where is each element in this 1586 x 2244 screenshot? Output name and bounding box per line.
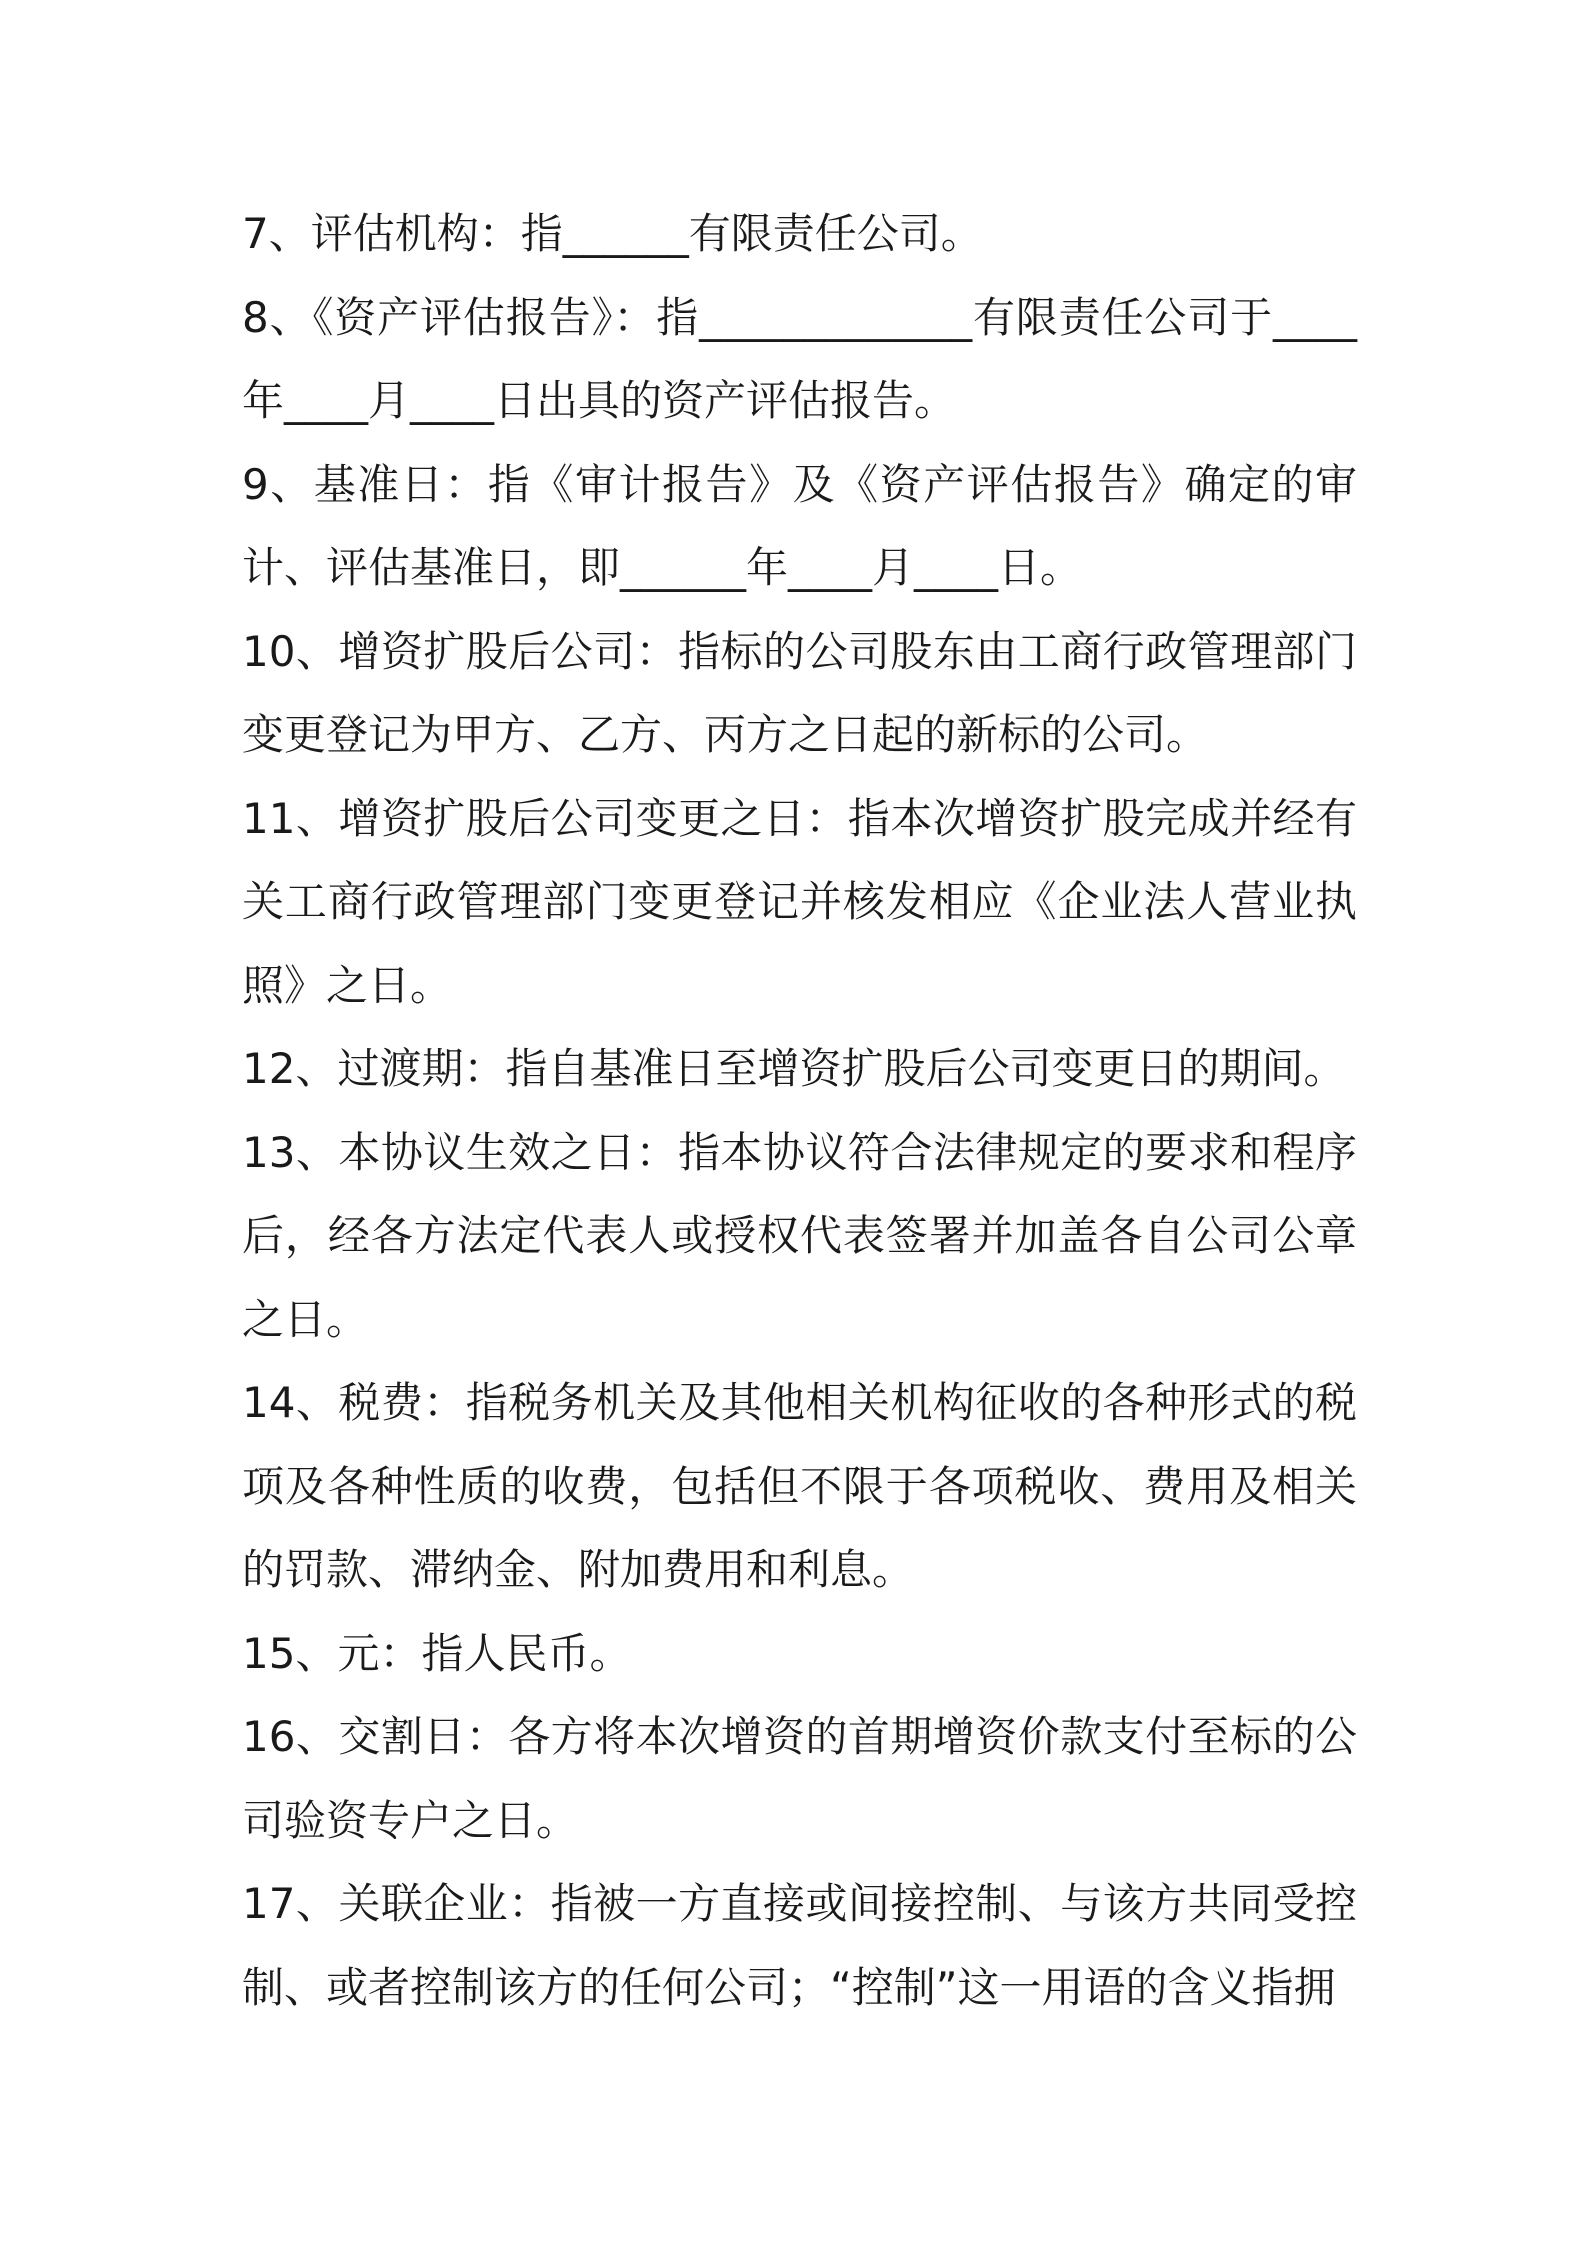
clause-10: 10、增资扩股后公司：指标的公司股东由工商行政管理部门变更登记为甲方、乙方、丙方之日起的新标的公司。 xyxy=(242,626,1357,759)
clause-15: 15、元：指人民币。 xyxy=(242,1628,632,1678)
definitions-list xyxy=(242,192,1357,2029)
clause-14: 14、税费：指税务机关及其他相关机构征收的各种形式的税项及各种性质的收费，包括但不限于各项税收、费用及相关的罚款、滞纳金、附加费用和利息。 xyxy=(242,1378,1357,1594)
clause-9: 9、基准日：指《审计报告》及《资产评估报告》确定的审计、评估基准日，即______年____月____日。 xyxy=(242,459,1357,592)
clause-11: 11、增资扩股后公司变更之日：指本次增资扩股完成并经有关工商行政管理部门变更登记并核发相应《企业法人营业执照》之日。 xyxy=(242,793,1357,1010)
clause-8: 8、《资产评估报告》：指_____________有限责任公司于____年____月____日出具的资产评估报告。 xyxy=(242,292,1357,425)
clause-17: 17、关联企业：指被一方直接或间接控制、与该方共同受控制、或者控制该方的任何公司；“控制”这一用语的含义指拥 xyxy=(242,1879,1357,2012)
clause-12: 12、过渡期：指自基准日至增资扩股后公司变更日的期间。 xyxy=(242,1044,1346,1093)
clause-16: 16、交割日：各方将本次增资的首期增资价款支付至标的公司验资专户之日。 xyxy=(242,1712,1357,1845)
clause-13: 13、本协议生效之日：指本协议符合法律规定的要求和程序后，经各方法定代表人或授权代表签署并加盖各自公司公章之日。 xyxy=(242,1127,1357,1344)
clause-7: 7、评估机构：指______有限责任公司。 xyxy=(242,209,983,258)
